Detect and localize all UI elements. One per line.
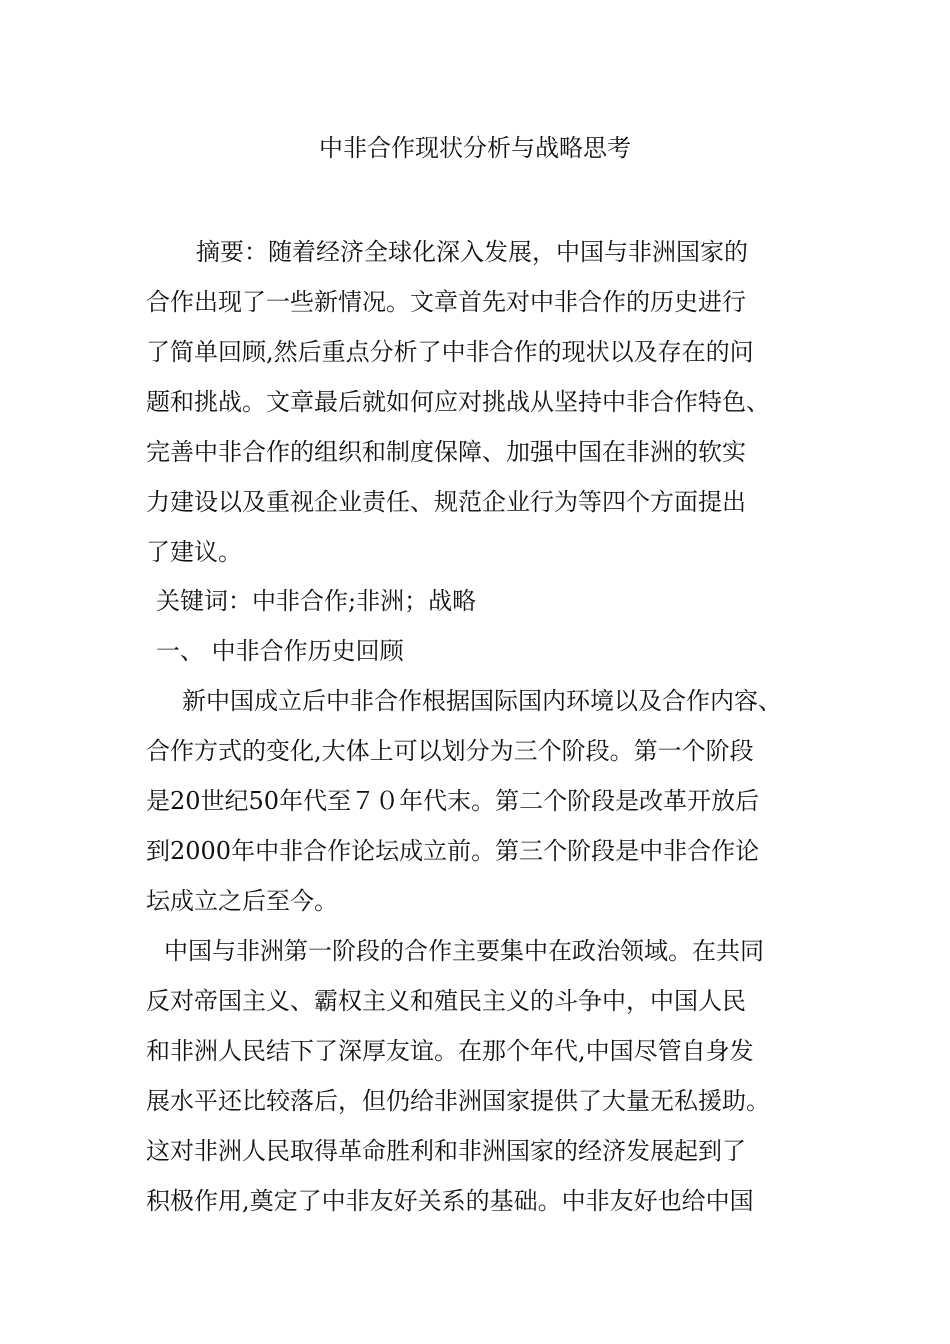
abstract-line-4: 题和挑战。文章最后就如何应对挑战从坚持中非合作特色、	[146, 388, 770, 416]
paragraph-2-line-6: 积极作用,奠定了中非友好关系的基础。中非友好也给中国	[146, 1187, 754, 1215]
paragraph-1-line-3: 是20世纪50年代至７０年代末。第二个阶段是改革开放后	[146, 787, 760, 815]
document-title: 中非合作现状分析与战略思考	[319, 134, 631, 162]
keywords-line: 关键词：中非合作;非洲；战略	[156, 587, 477, 615]
abstract-line-7: 了建议。	[146, 538, 242, 566]
abstract-line-1: 摘要：随着经济全球化深入发展，中国与非洲国家的	[196, 238, 748, 266]
abstract-line-2: 合作出现了一些新情况。文章首先对中非合作的历史进行	[146, 288, 746, 316]
paragraph-1-line-1: 新中国成立后中非合作根据国际国内环境以及合作内容、	[182, 687, 782, 715]
paragraph-1-line-2: 合作方式的变化,大体上可以划分为三个阶段。第一个阶段	[146, 737, 754, 765]
abstract-line-6: 力建设以及重视企业责任、规范企业行为等四个方面提出	[146, 488, 746, 516]
paragraph-2-line-4: 展水平还比较落后，但仍给非洲国家提供了大量无私援助。	[146, 1087, 770, 1115]
abstract-line-5: 完善中非合作的组织和制度保障、加强中国在非洲的软实	[146, 438, 746, 466]
paragraph-1-line-5: 坛成立之后至今。	[146, 887, 338, 915]
paragraph-2-line-2: 反对帝国主义、霸权主义和殖民主义的斗争中，中国人民	[146, 987, 746, 1015]
paragraph-2-line-3: 和非洲人民结下了深厚友谊。在那个年代,中国尽管自身发	[146, 1037, 754, 1065]
paragraph-1-line-4: 到2000年中非合作论坛成立前。第三个阶段是中非合作论	[146, 837, 760, 865]
abstract-line-3: 了简单回顾,然后重点分析了中非合作的现状以及存在的问	[146, 338, 754, 366]
paragraph-2-line-1: 中国与非洲第一阶段的合作主要集中在政治领域。在共同	[164, 937, 764, 965]
section-heading: 一、 中非合作历史回顾	[156, 637, 404, 665]
paragraph-2-line-5: 这对非洲人民取得革命胜利和非洲国家的经济发展起到了	[146, 1137, 746, 1165]
